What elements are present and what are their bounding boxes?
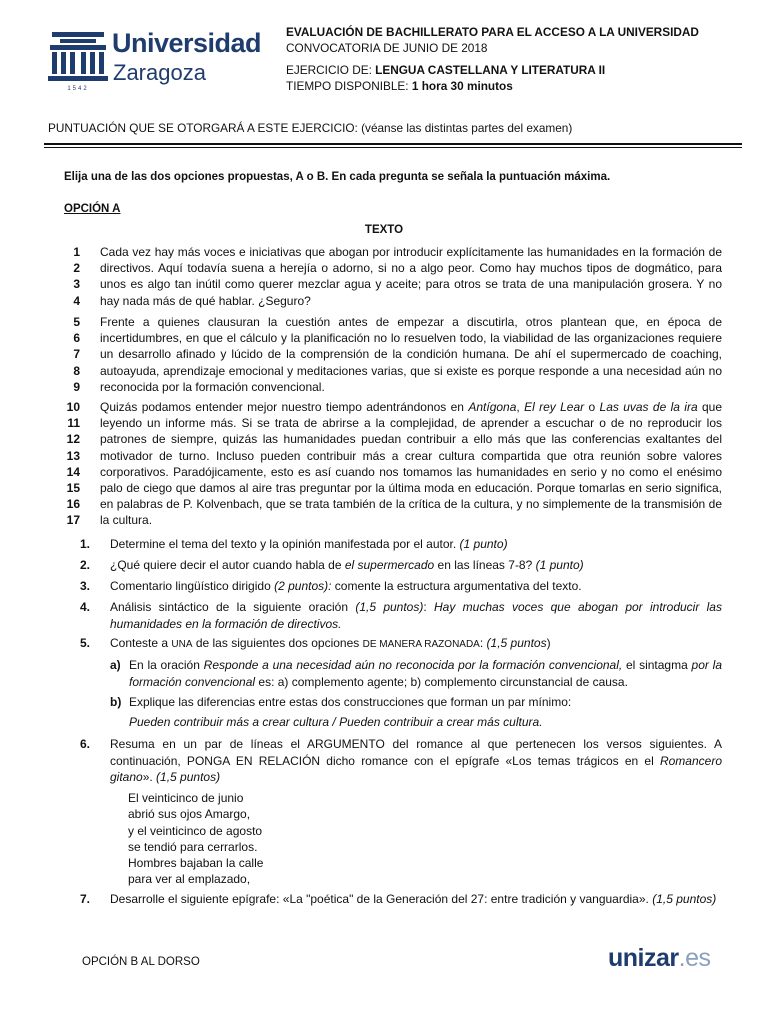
- question-text: Comentario lingüístico dirigido: [110, 579, 275, 593]
- question-text: ».: [142, 770, 157, 784]
- question-number: 2.: [80, 558, 91, 572]
- poem-verse: Hombres bajaban la calle: [128, 856, 264, 871]
- question-text: Conteste a: [110, 636, 172, 650]
- logo-line1: Universidad: [112, 28, 262, 58]
- subject-value: LENGUA CASTELLANA Y LITERATURA II: [375, 63, 606, 77]
- question-text: Desarrolle el siguiente epígrafe: «La "poética" de la Generación del 27: entre tradición y vanguardia».: [110, 892, 653, 906]
- question-emphasis: UNA: [171, 639, 193, 650]
- text-run: que leyendo un informe más. Si se trata de abrirse a la complejidad, de aprender a escuchar o de no reproducir los patrones de siempre, quizás las humanidades puedan contribuir a ello más que las conferencias exaltantes del motivador de turno. Incluso pueden contribuir más a crear cultura compartida que otra reunión sobre valores corporativos. Paradójicamente, esto es así cuando nos tomamos las humanidades en serio y no como el enésimo palo de ciego que damos al aire tras preguntar por la última moda en educación. Porque tomarlas en serio significa, en palabras de P. Kolvenbach, que se trata también de la crítica de la cultura, y no simplemente de la transmisión de la cultura.: [100, 400, 723, 528]
- work-title: Las uvas de la ira: [599, 400, 698, 414]
- line-number: 7: [73, 347, 80, 362]
- divider: [44, 147, 742, 148]
- subquestion-letter: b): [110, 695, 122, 709]
- option-a-heading: OPCIÓN A: [64, 203, 121, 215]
- logo-line2: Zaragoza: [113, 60, 206, 85]
- question-number: 6.: [80, 737, 91, 751]
- question-points: (1,5 puntos): [355, 600, 424, 614]
- question-5: [80, 635, 722, 654]
- line-numbers: [58, 399, 80, 529]
- question-text: ¿Qué quiere decir el autor cuando habla de: [110, 558, 345, 572]
- unizar-logo: [608, 944, 710, 973]
- question-text: Resuma en un par de líneas el ARGUMENTO del romance al que pertenecen los versos siguientes. A continuación, PONGA EN RELACIÓN dicho romance con el epígrafe «Los temas trágicos en el: [110, 737, 722, 768]
- line-number: 1: [73, 245, 80, 259]
- question-emphasis: DE MANERA RAZONADA: [362, 639, 480, 650]
- work-title: Romancero gitano: [110, 753, 722, 784]
- question-text: :: [423, 600, 434, 614]
- poem-verse: y el veinticinco de agosto: [128, 823, 263, 838]
- question-points: (1 punto): [535, 558, 584, 572]
- line-number: 3: [73, 277, 80, 292]
- poem-verse: se tendió para cerrarlos.: [128, 839, 258, 854]
- question-points: (1,5 puntos): [652, 892, 717, 906]
- exam-subject: [286, 62, 699, 78]
- question-text: :: [479, 636, 487, 650]
- instructions: Elija una de las dos opciones propuestas, A o B. En cada pregunta se señala la puntuación máxima.: [64, 171, 611, 183]
- paragraph-1: Cada vez hay más voces e iniciativas que abogan por introducir explícitamente las humanidades en la formación de directivos. Aquí todavía suena a herejía o adorno, si no a algo peor. Como hay muchos tipos de dogmático, para unos es algo tan inútil como querer mezclar agua y aceite; para otros se trata de una manipulación grosera. Y no hay nada más de qué hablar. ¿Seguro?: [100, 245, 722, 308]
- question-number: 1.: [80, 537, 91, 551]
- question-text: ): [546, 636, 551, 650]
- subject-label: EJERCICIO DE:: [286, 63, 372, 77]
- work-title: El rey Lear: [524, 400, 585, 414]
- question-points: (1 punto): [459, 537, 508, 551]
- line-number: 14: [66, 464, 80, 479]
- poem-verse: para ver al emplazado,: [128, 872, 251, 887]
- exam-title: EVALUACIÓN DE BACHILLERATO PARA EL ACCESO A LA UNIVERSIDAD: [286, 25, 699, 39]
- line-number: 11: [67, 416, 80, 431]
- university-logo: [46, 30, 276, 98]
- line-numbers: [58, 314, 80, 395]
- logo-year: 1542: [67, 86, 89, 92]
- poem-verses: [128, 790, 263, 888]
- time-label: TIEMPO DISPONIBLE:: [286, 79, 409, 93]
- poem-verse: El veinticinco de junio: [128, 791, 244, 805]
- line-number: 13: [66, 448, 80, 463]
- question-sentence: Hay muchas voces que abogan por introducir las humanidades en la formación de directivos.: [110, 600, 722, 631]
- question-1: [80, 536, 722, 553]
- line-number: 10: [66, 400, 80, 414]
- line-number: 16: [66, 497, 80, 512]
- question-points: (2 puntos):: [274, 579, 332, 593]
- question-text: Análisis sintáctico de la siguiente oración: [110, 600, 356, 614]
- paragraph-3: [100, 399, 722, 529]
- question-text: es: a) complemento agente; b) complemento circunstancial de causa.: [255, 674, 628, 689]
- question-text: en las líneas 7-8?: [434, 558, 536, 572]
- text-heading: TEXTO: [364, 224, 404, 236]
- question-number: 5.: [80, 636, 91, 650]
- work-title: Antígona: [468, 400, 517, 414]
- question-text: Determine el tema del texto y la opinión manifestada por el autor.: [110, 537, 460, 551]
- line-number: 15: [66, 480, 80, 495]
- line-number: 4: [73, 293, 80, 308]
- line-number: 5: [73, 315, 80, 329]
- question-4: [80, 599, 722, 632]
- exam-convocatoria: CONVOCATORIA DE JUNIO DE 2018: [286, 41, 488, 55]
- question-phrase: por la formación convencional: [129, 658, 722, 689]
- question-text: comente la estructura argumentativa del texto.: [331, 579, 582, 593]
- line-number: 2: [73, 261, 80, 276]
- question-2: [80, 557, 722, 574]
- question-text: En la oración: [129, 658, 204, 672]
- line-number: 17: [66, 513, 80, 528]
- question-text: Explique las diferencias entre estas dos construcciones que forman un par mínimo:: [129, 695, 572, 709]
- footer-note: OPCIÓN B AL DORSO: [82, 956, 200, 968]
- poem-verse: abrió sus ojos Amargo,: [128, 807, 251, 822]
- unizar-logo-suffix: .es: [678, 944, 711, 972]
- scoring-note: PUNTUACIÓN QUE SE OTORGARÁ A ESTE EJERCICIO: (véanse las distintas partes del examen): [48, 121, 573, 135]
- line-number: 8: [73, 363, 80, 378]
- question-sentence: Responde a una necesidad aún no reconocida por la formación convencional,: [203, 658, 623, 672]
- question-5-a: [110, 657, 722, 690]
- question-6: [80, 736, 722, 786]
- time-value: 1 hora 30 minutos: [411, 79, 513, 93]
- question-5-b: [110, 694, 722, 711]
- question-number: 4.: [80, 600, 91, 614]
- exam-time: [286, 78, 699, 94]
- question-text: de las siguientes dos opciones: [192, 636, 363, 650]
- paragraph-2: Frente a quienes clausuran la cuestión antes de empezar a discutirla, otros plantean que, en época de incertidumbres, en que el cálculo y la planificación no lo resuelven todo, la viabilidad de las organizaciones requiere un desarrollo afinado y lúcido de la comprensión de la condición humana. De ahí el supermercado de coaching, autoayuda, aprendizaje emocional y meditaciones varias, que si existe es porque responde a una necesidad aún no reconocida por la formación convencional.: [100, 315, 722, 394]
- question-points: (1,5 puntos: [486, 636, 547, 650]
- unizar-logo-main: unizar: [608, 944, 679, 972]
- question-3: [80, 578, 722, 595]
- divider: [44, 143, 742, 145]
- minimal-pair-example: Pueden contribuir más a crear cultura / Pueden contribuir a crear más cultura.: [129, 715, 543, 729]
- line-number: 9: [73, 379, 80, 394]
- line-number: 12: [66, 432, 80, 447]
- text-run: ,: [516, 400, 525, 414]
- line-number: 6: [73, 331, 80, 346]
- question-text: el sintagma: [622, 658, 692, 672]
- line-numbers: [58, 244, 80, 309]
- subquestion-letter: a): [110, 658, 121, 672]
- text-run: o: [584, 400, 600, 414]
- question-quote: el supermercado: [344, 558, 435, 572]
- question-7: [80, 891, 722, 908]
- question-number: 3.: [80, 579, 91, 593]
- exam-header: [286, 24, 699, 94]
- question-number: 7.: [80, 892, 91, 906]
- question-points: (1,5 puntos): [156, 770, 221, 784]
- text-run: Quizás podamos entender mejor nuestro tiempo adentrándonos en: [100, 400, 469, 414]
